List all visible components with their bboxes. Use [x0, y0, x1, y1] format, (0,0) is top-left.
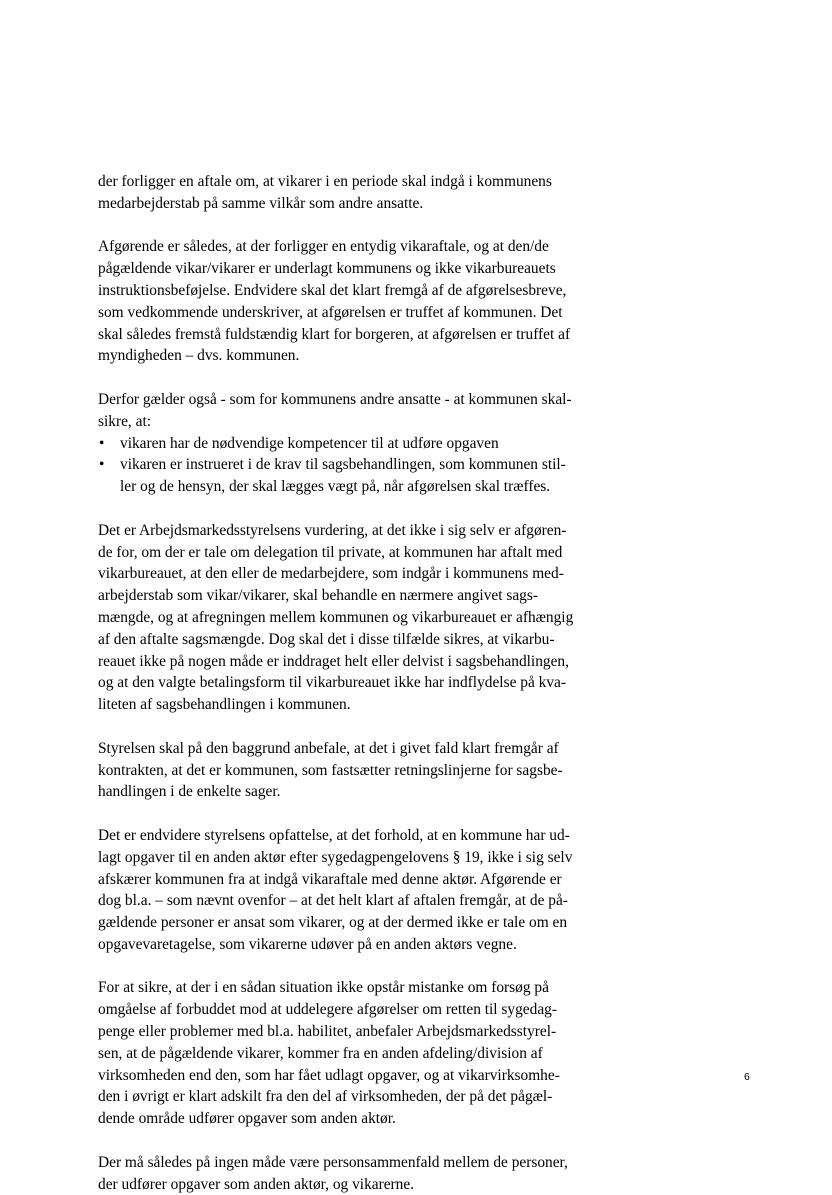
bullet-line: [98, 433, 620, 455]
bullet-icon: •: [99, 434, 105, 452]
paragraph-gap: [98, 1130, 620, 1152]
bullet-text: ler og de hensyn, der skal lægges vægt på, når afgørelsen skal træffes.: [120, 478, 551, 496]
text-line: Der må således på ingen måde være personsammenfald mellem de personer,: [98, 1153, 568, 1171]
text-line: instruktionsbeføjelse. Endvidere skal det klart fremgå af de afgørelsesbreve,: [98, 281, 567, 299]
text-line: sikre, at:: [98, 412, 151, 430]
text-line: kontrakten, at det er kommunen, som fastsætter retningslinjerne for sagsbe-: [98, 761, 563, 779]
text-line: af den aftalte sagsmængde. Dog skal det i disse tilfælde sikres, at vikarbu-: [98, 630, 555, 648]
text-line: Derfor gælder også - som for kommunens andre ansatte - at kommunen skal-: [98, 390, 572, 408]
text-line: handlingen i de enkelte sager.: [98, 783, 281, 801]
paragraph-gap: [98, 716, 620, 738]
bullet-text: vikaren er instrueret i de krav til sagsbehandlingen, som kommunen stil-: [120, 456, 566, 474]
text-line: omgåelse af forbuddet mod at uddelegere afgørelser om retten til sygedag-: [98, 1001, 557, 1019]
paragraph: [98, 825, 620, 956]
paragraph: [98, 520, 620, 716]
paragraph-gap: [98, 803, 620, 825]
text-line: afskærer kommunen fra at indgå vikaraftale med denne aktør. Afgørende er: [98, 870, 562, 888]
paragraph-gap: [98, 215, 620, 237]
paragraph: [98, 977, 620, 1130]
paragraph: [98, 1152, 620, 1195]
text-line: skal således fremstå fuldstændig klart for borgeren, at afgørelsen er truffet af: [98, 325, 571, 343]
text-line: Afgørende er således, at der forligger en entydig vikaraftale, og at den/de: [98, 238, 549, 256]
text-line: reauet ikke på nogen måde er inddraget helt eller delvist i sagsbehandlingen,: [98, 652, 569, 670]
text-line: Styrelsen skal på den baggrund anbefale, at det i givet fald klart fremgår af: [98, 739, 559, 757]
paragraph-gap: [98, 956, 620, 978]
bullet-item: [98, 454, 620, 498]
bullet-list: [98, 433, 620, 498]
text-line: pågældende vikar/vikarer er underlagt kommunens og ikke vikarbureauets: [98, 260, 556, 278]
text-line: arbejderstab som vikar/vikarer, skal behandle en nærmere angivet sags-: [98, 587, 538, 605]
bullet-line: [98, 454, 620, 476]
text-line: lagt opgaver til en anden aktør efter sygedagpengelovens § 19, ikke i sig selv: [98, 848, 573, 866]
text-line: Det er endvidere styrelsens opfattelse, at det forhold, at en kommune har ud-: [98, 826, 570, 844]
text-line: som vedkommende underskriver, at afgørelsen er truffet af kommunen. Det: [98, 303, 563, 321]
text-line: virksomheden end den, som har fået udlagt opgaver, og at vikarvirksomhe-: [98, 1066, 560, 1084]
text-line: vikarbureauet, at den eller de medarbejdere, som indgår i kommunens med-: [98, 565, 564, 583]
text-line: de for, om der er tale om delegation til private, at kommunen har aftalt med: [98, 543, 563, 561]
text-line: der udfører opgaver som anden aktør, og vikarerne.: [98, 1175, 415, 1193]
text-line: For at sikre, at der i en sådan situation ikke opstår mistanke om forsøg på: [98, 979, 549, 997]
paragraph: [98, 738, 620, 803]
text-line: medarbejderstab på samme vilkår som andre ansatte.: [98, 194, 424, 212]
paragraph: [98, 236, 620, 367]
text-line: sen, at de pågældende vikarer, kommer fra en anden afdeling/division af: [98, 1044, 543, 1062]
text-line: den i øvrigt er klart adskilt fra den del af virksomheden, der på det pågæl-: [98, 1088, 553, 1106]
bullet-item: [98, 433, 620, 455]
text-line: liteten af sagsbehandlingen i kommunen.: [98, 696, 351, 714]
bullet-icon: •: [99, 456, 105, 474]
text-line: myndigheden – dvs. kommunen.: [98, 347, 300, 365]
text-line: penge eller problemer med bl.a. habilitet, anbefaler Arbejdsmarkedsstyrel-: [98, 1023, 557, 1041]
text-line: og at den valgte betalingsform til vikarbureauet ikke har indflydelse på kva-: [98, 674, 566, 692]
paragraph: [98, 389, 620, 498]
text-line: opgavevaretagelse, som vikarerne udøver på en anden aktørs vegne.: [98, 935, 517, 953]
paragraph-gap: [98, 498, 620, 520]
document-body: [98, 171, 620, 1195]
paragraph-gap: [98, 367, 620, 389]
text-line: dende område udfører opgaver som anden aktør.: [98, 1110, 396, 1128]
text-line: gældende personer er ansat som vikarer, og at der dermed ikke er tale om en: [98, 914, 568, 932]
paragraph: [98, 171, 620, 215]
text-line: der forligger en aftale om, at vikarer i en periode skal indgå i kommunens: [98, 173, 552, 190]
page-number: 6: [744, 1071, 750, 1083]
bullet-line: [98, 476, 620, 498]
text-line: mængde, og at afregningen mellem kommunen og vikarbureauet er afhængig: [98, 608, 574, 626]
bullet-text: vikaren har de nødvendige kompetencer til at udføre opgaven: [120, 434, 499, 452]
text-line: Det er Arbejdsmarkedsstyrelsens vurdering, at det ikke i sig selv er afgøren-: [98, 521, 567, 539]
text-line: dog bl.a. – som nævnt ovenfor – at det helt klart af aftalen fremgår, at de på-: [98, 892, 568, 910]
